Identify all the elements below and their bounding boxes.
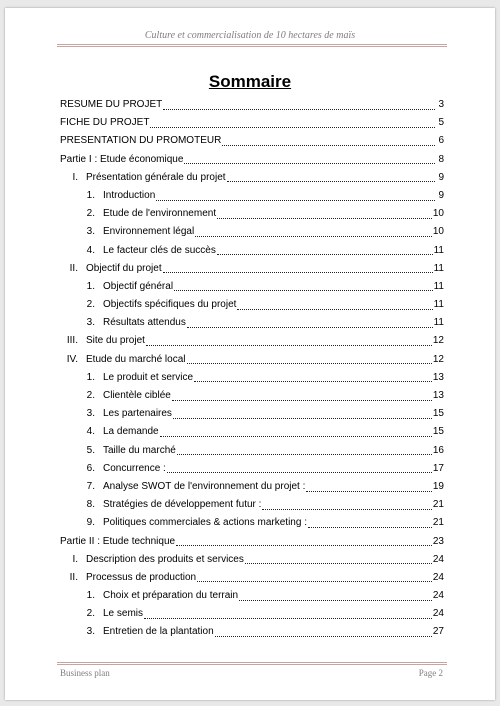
toc-entry[interactable]: [60, 587, 444, 605]
toc-entry-page: 3: [438, 99, 444, 110]
toc-dot-leader: [184, 163, 435, 164]
toc-entry[interactable]: [60, 187, 444, 205]
toc-entry-page: 11: [433, 262, 444, 274]
toc-entry[interactable]: [60, 569, 444, 587]
toc-entry-number: 2.: [86, 299, 95, 311]
toc-dot-leader: [197, 581, 432, 582]
toc-dot-leader: [227, 181, 435, 182]
toc-dot-leader: [239, 600, 432, 601]
toc-entry[interactable]: [60, 114, 444, 132]
toc-entry-label: Objectifs spécifiques du projet: [103, 299, 237, 311]
toc-entry-number: 7.: [86, 480, 95, 492]
toc-dot-leader: [187, 363, 432, 364]
toc-entry-page: 24: [432, 553, 444, 565]
toc-entry-number: 3.: [86, 226, 95, 238]
toc-entry-label: Concurrence :: [103, 462, 166, 474]
toc-entry-page: 21: [432, 517, 444, 529]
header-divider: [57, 44, 447, 45]
toc-entry-number: 6.: [86, 462, 95, 474]
toc-dot-leader: [167, 472, 432, 473]
toc-dot-leader: [177, 454, 432, 455]
toc-entry-page: 27: [432, 626, 444, 638]
toc-entry-number: I.: [72, 553, 78, 565]
toc-entry-label: Etude du marché local: [86, 353, 186, 365]
toc-entry-label: Résultats attendus: [103, 317, 186, 329]
toc-entry[interactable]: [60, 623, 444, 641]
toc-dot-leader: [144, 618, 432, 619]
toc-entry[interactable]: [60, 478, 444, 496]
toc-entry-page: 10: [432, 208, 444, 220]
toc-entry-number: 4.: [86, 426, 95, 438]
toc-entry[interactable]: [60, 405, 444, 423]
toc-entry-number: III.: [66, 335, 78, 347]
toc-entry-page: 10: [432, 226, 444, 238]
toc-entry[interactable]: [60, 351, 444, 369]
toc-dot-leader: [173, 418, 432, 419]
toc-dot-leader: [195, 236, 432, 237]
toc-dot-leader: [217, 254, 433, 255]
footer-divider-secondary: [57, 664, 447, 665]
toc-entry[interactable]: [60, 332, 444, 350]
toc-entry[interactable]: [60, 496, 444, 514]
toc-dot-leader: [215, 636, 432, 637]
toc-entry[interactable]: [60, 460, 444, 478]
toc-entry-page: 15: [432, 426, 444, 438]
toc-entry-page: 12: [432, 353, 444, 365]
toc-title: Sommaire: [208, 72, 292, 91]
header-divider-secondary: [57, 46, 447, 47]
toc-entry-page: 11: [433, 299, 444, 311]
toc-entry-number: 8.: [86, 499, 95, 511]
toc-entry-number: IV.: [66, 353, 78, 365]
toc-entry-label: Etude de l'environnement: [103, 208, 217, 220]
toc-entry[interactable]: [60, 387, 444, 405]
toc-dot-leader: [163, 272, 433, 273]
toc-entry-label: Introduction: [103, 189, 156, 201]
toc-entry-label: Les partenaires: [103, 408, 172, 420]
toc-entry-page: 11: [433, 244, 444, 256]
toc-entry-label: Stratégies de développement futur :: [103, 499, 262, 511]
toc-entry-label: Analyse SWOT de l'environnement du projet :: [103, 480, 306, 492]
footer-divider: [57, 662, 447, 663]
toc-entry[interactable]: [60, 242, 444, 260]
toc-entry[interactable]: [60, 423, 444, 441]
toc-entry-number: 3.: [86, 317, 95, 329]
toc-entry-label: Entretien de la plantation: [103, 626, 214, 638]
toc-entry-label: Choix et préparation du terrain: [103, 590, 239, 602]
toc-entry-page: 11: [433, 317, 444, 329]
toc-dot-leader: [222, 145, 435, 146]
toc-dot-leader: [174, 290, 433, 291]
toc-entry-number: 2.: [86, 390, 95, 401]
toc-entry-page: 24: [432, 571, 444, 583]
toc-entry-label: FICHE DU PROJET: [60, 117, 150, 129]
toc-dot-leader: [156, 200, 435, 201]
toc-entry-page: 9: [438, 189, 444, 201]
toc-entry-page: 15: [432, 408, 444, 420]
toc-entry-label: Clientèle ciblée: [103, 390, 171, 401]
toc-entry-label: Politiques commerciales & actions marketing :: [103, 517, 307, 529]
toc-entry[interactable]: [60, 442, 444, 460]
toc-entry[interactable]: [60, 223, 444, 241]
toc-entry-label: Objectif général: [103, 280, 174, 292]
toc-dot-leader: [172, 400, 432, 401]
toc-entry[interactable]: [60, 260, 444, 278]
document-page: [5, 8, 495, 700]
toc-entry-label: Taille du marché: [103, 444, 176, 456]
toc-dot-leader: [194, 381, 432, 382]
toc-entry-number: 5.: [86, 444, 95, 456]
toc-entry-label: Description des produits et services: [86, 553, 244, 565]
toc-dot-leader: [245, 563, 432, 564]
toc-entry-number: 4.: [86, 244, 95, 256]
toc-entry[interactable]: [60, 605, 444, 623]
toc-entry-label: Processus de production: [86, 571, 197, 583]
toc-entry[interactable]: [60, 205, 444, 223]
toc-entry-label: Site du projet: [86, 335, 145, 347]
toc-entry-page: 8: [438, 153, 444, 165]
toc-entry-number: 1.: [86, 371, 95, 383]
toc-entry-number: 3.: [86, 626, 95, 638]
toc-entry[interactable]: [60, 514, 444, 532]
toc-entry-page: 24: [432, 590, 444, 602]
toc-entry-number: I.: [72, 171, 78, 183]
toc-entry[interactable]: [60, 551, 444, 569]
toc-entry[interactable]: [60, 533, 444, 551]
toc-dot-leader: [150, 127, 435, 128]
toc-dot-leader: [163, 109, 435, 110]
toc-entry[interactable]: [60, 314, 444, 332]
toc-entry-number: 1.: [86, 280, 95, 292]
toc-entry-label: Le produit et service: [103, 371, 194, 383]
toc-entry-label: Le facteur clés de succès: [103, 244, 216, 256]
toc-dot-leader: [308, 527, 432, 528]
toc-dot-leader: [217, 218, 432, 219]
toc-dot-leader: [237, 309, 432, 310]
toc-entry-label: Présentation générale du projet: [86, 171, 226, 183]
toc-entry[interactable]: [60, 278, 444, 296]
toc-entry-label: PRESENTATION DU PROMOTEUR: [60, 135, 222, 147]
toc-entry-page: 13: [432, 390, 444, 401]
toc-entry-label: Objectif du projet: [86, 262, 162, 274]
toc-entry-page: 6: [438, 135, 444, 147]
toc-entry-label: Partie II : Etude technique: [60, 535, 176, 547]
toc-entry-number: 3.: [86, 408, 95, 420]
footer-doc-name: Business plan: [60, 668, 110, 678]
toc-entry-number: II.: [69, 262, 78, 274]
toc-entry[interactable]: [60, 369, 444, 387]
toc-entry-number: II.: [69, 571, 78, 583]
toc-entry[interactable]: [60, 169, 444, 187]
toc-entry-label: RESUME DU PROJET: [60, 99, 163, 110]
toc-entry[interactable]: [60, 151, 444, 169]
toc-entry-page: 21: [432, 499, 444, 511]
toc-entry-page: 9: [438, 171, 444, 183]
toc-entry-number: 9.: [86, 517, 95, 529]
toc-entry-page: 24: [432, 608, 444, 620]
toc-entry-label: Partie I : Etude économique: [60, 153, 184, 165]
toc-dot-leader: [187, 327, 433, 328]
toc-entry-page: 5: [438, 117, 444, 129]
toc-entry-page: 19: [432, 480, 444, 492]
toc-dot-leader: [262, 509, 431, 510]
toc-entry[interactable]: [60, 96, 444, 114]
toc-entry-number: 1.: [86, 189, 95, 201]
toc-dot-leader: [160, 436, 432, 437]
toc-entry-number: 2.: [86, 208, 95, 220]
toc-dot-leader: [176, 545, 432, 546]
toc-dot-leader: [146, 345, 432, 346]
toc-entry-number: 1.: [86, 590, 95, 602]
toc-entry-label: La demande: [103, 426, 159, 438]
toc-dot-leader: [306, 491, 431, 492]
toc-entry[interactable]: [60, 296, 444, 314]
toc-entry-page: 23: [432, 535, 444, 547]
table-of-contents: [60, 96, 444, 642]
toc-entry[interactable]: [60, 132, 444, 150]
toc-entry-page: 13: [432, 371, 444, 383]
toc-entry-label: Environnement légal: [103, 226, 195, 238]
toc-entry-page: 11: [433, 280, 444, 292]
toc-entry-number: 2.: [86, 608, 95, 620]
toc-entry-page: 17: [432, 462, 444, 474]
toc-entry-label: Le semis: [103, 608, 144, 620]
page-header: Culture et commercialisation de 10 hectares de maïs: [144, 30, 356, 41]
toc-entry-page: 16: [432, 444, 444, 456]
footer-page-number: Page 2: [418, 668, 443, 678]
toc-entry-page: 12: [432, 335, 444, 347]
